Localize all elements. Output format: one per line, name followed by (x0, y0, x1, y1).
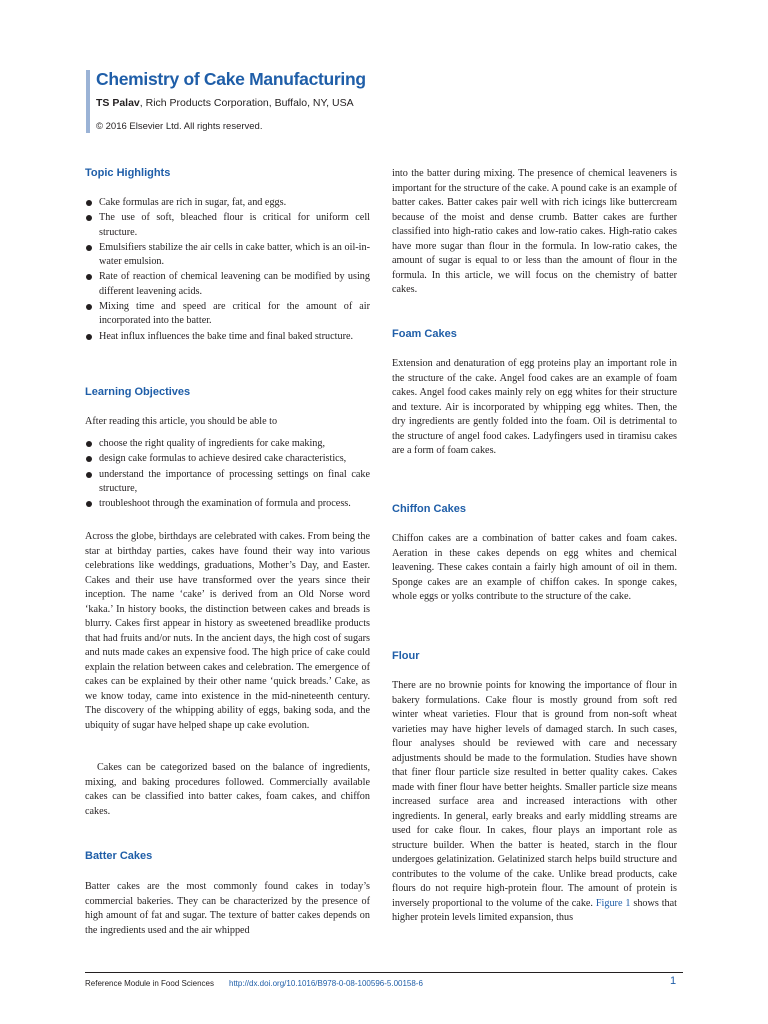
page-number: 1 (670, 975, 677, 987)
footer-rule (85, 972, 683, 973)
list-item: Emulsifiers stabilize the air cells in cake batter, which is an oil-in-water emulsion. (85, 241, 370, 270)
topic-highlights-heading: Topic Highlights (85, 167, 171, 179)
flour-heading: Flour (392, 650, 420, 662)
foam-cakes-heading: Foam Cakes (392, 328, 457, 340)
topic-highlights-list (85, 196, 370, 345)
list-item: troubleshoot through the examination of formula and process. (85, 497, 370, 511)
author-name: TS Palav (96, 97, 140, 109)
batter-cakes-heading: Batter Cakes (85, 850, 153, 862)
objectives-intro: After reading this article, you should be able to (85, 416, 278, 427)
list-item: choose the right quality of ingredients for cake making, (85, 437, 370, 451)
list-item: The use of soft, bleached flour is critical for uniform cell structure. (85, 211, 370, 240)
copyright-notice: © 2016 Elsevier Ltd. All rights reserved. (96, 121, 263, 132)
list-item: Heat influx influences the bake time and final baked structure. (85, 330, 370, 344)
article-title: Chemistry of Cake Manufacturing (96, 69, 366, 89)
list-item: design cake formulas to achieve desired cake characteristics, (85, 452, 370, 466)
flour-text: There are no brownie points for knowing the importance of flour in bakery formulations. Cake flour is mostly ground from soft red winter wheat varieties. Flour that is ground from non-soft wheat varieties may have higher levels of damaged starch. In such cases, flour analyses should be reviewed with care and necessary adjustments should be made to the formulation. Studies have shown that finer flour particle size resulted in better quality cakes. Cakes made with finer flour have better heights. Smaller particle size means increased surface area and increased interactions with other ingredients. In general, early breaks and early middling streams are used for cake flour. In cakes, flour plays an important role as structure builder. When the batter is heated, starch in the flour undergoes gelatinization. Gelatinized starch helps build structure and contributes to the volume of the cake. Unlike bread products, cake flours do not require high-protein flour. The amount of protein is inversely proportional to the volume of the cake. (392, 680, 677, 909)
title-accent-bar (86, 70, 90, 133)
learning-objectives-list (85, 437, 370, 512)
foam-cakes-paragraph: Extension and denaturation of egg proteins play an important role in the structure of the cake. Angel food cakes are an example of foam cakes. Angel food cakes mainly rely on egg whites for their structure and texture. Air is incorporated by whipping egg whites. Then, the dry ingredients are gently folded into the foam. Oil is detrimental to the structure of angel food cakes. Ladyfingers used in tiramisu cakes are a form of foam cakes. (392, 358, 677, 456)
list-item: Cake formulas are rich in sugar, fat, and eggs. (85, 196, 370, 210)
batter-cakes-continued: into the batter during mixing. The presence of chemical leaveners is important for the structure of the cake. A pound cake is an example of batter cakes. Batter cakes pair well with rich icings like buttercream because of the moist and dense crumb. Batter cakes are further classified into high-ratio cakes and low-ratio cakes. High-ratio cakes have more sugar than flour in the formula. In low-ratio cakes, the amount of sugar is equal to or less than the amount of flour in the formula. In this article, we will focus on the chemistry of batter cakes. (392, 168, 677, 295)
chiffon-cakes-heading: Chiffon Cakes (392, 503, 466, 515)
intro-paragraph-1: Across the globe, birthdays are celebrated with cakes. From being the star at birthday parties, cakes have found their way into various celebrations like weddings, graduations, Mother’s Day, and Easter. Cakes and their use have transformed over the years since their inception. The name ‘cake’ is derived from an Old Norse word ‘kaka.’ In history books, the distinction between cakes and breads is blurry. Cakes first appear in history as sweetened breadlike products that had fruits and/or nuts. In the ancient days, the high cost of sugars and nuts made cakes an expensive food. The high price of cake could explain the relation between cakes and celebration. The emergence of cakes can be explained by their other name ‘quick breads.’ Cake, as we know today, came into existence in the mid-nineteenth century. The discovery of the whipping ability of eggs, baking soda, and the ubiquity of sugar have helped shape up cake evolution. (85, 531, 370, 731)
intro-paragraph-2: Cakes can be categorized based on the balance of ingredients, mixing, and baking procedures followed. Commercially available cakes can be classified into batter cakes, foam cakes, and chiffon cakes. (85, 762, 370, 817)
batter-cakes-paragraph: Batter cakes are the most commonly found cakes in today’s commercial bakeries. They can be characterized by the presence of high amount of fat and sugar. The texture of batter cakes depends on the ingredients used and the air whipped (85, 881, 370, 936)
footer-journal: Reference Module in Food Sciences (85, 979, 214, 988)
footer-doi-link[interactable]: http://dx.doi.org/10.1016/B978-0-08-100596-5.00158-6 (229, 979, 423, 988)
chiffon-cakes-paragraph: Chiffon cakes are a combination of batter cakes and foam cakes. Aeration in these cakes depends on egg whites and chemical leavening. These cakes contain a fairly high amount of oil in them. Sponge cakes are an example of chiffon cakes. In sponge cakes, whole eggs or yolks contribute to the structure of the cake. (392, 533, 677, 602)
flour-paragraph (392, 679, 677, 926)
list-item: Rate of reaction of chemical leavening can be modified by using different leavening acids. (85, 270, 370, 299)
figure-1-link[interactable]: Figure 1 (595, 897, 631, 909)
learning-objectives-heading: Learning Objectives (85, 386, 191, 398)
list-item: Mixing time and speed are critical for the amount of air incorporated into the batter. (85, 300, 370, 329)
list-item: understand the importance of processing settings on final cake structure, (85, 468, 370, 497)
author-affiliation: , Rich Products Corporation, Buffalo, NY, USA (139, 97, 354, 109)
author-line (96, 97, 354, 109)
flour-text-end: shows that higher protein levels limited expansion, thus (392, 897, 677, 923)
